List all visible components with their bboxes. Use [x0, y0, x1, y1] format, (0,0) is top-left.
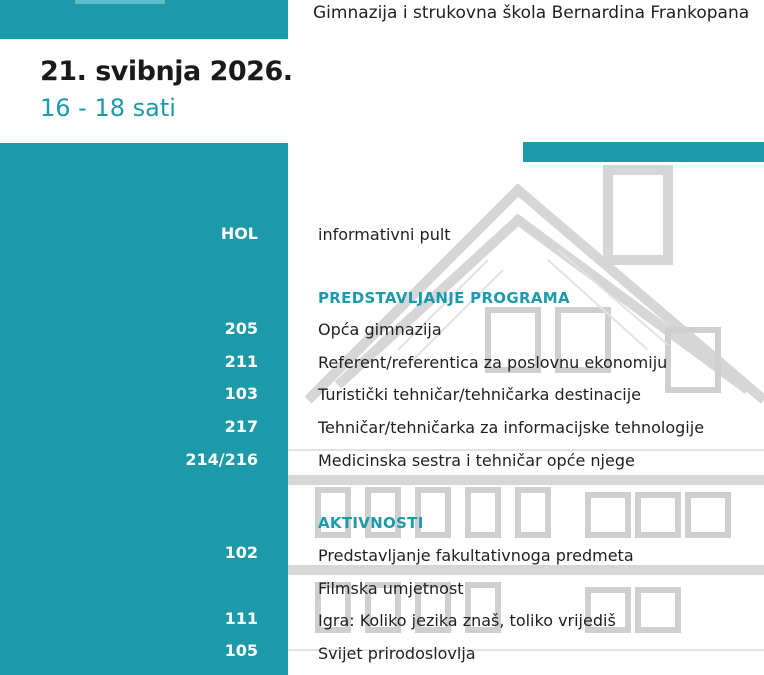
program-label: Turistički tehničar/tehničarka destinacije	[318, 385, 641, 404]
top-teal-block	[0, 0, 288, 39]
activity-label: Predstavljanje fakultativnoga predmeta	[318, 546, 634, 565]
program-label: Referent/referentica za poslovnu ekonomiju	[318, 353, 668, 372]
activities-heading: AKTIVNOSTI	[318, 514, 424, 532]
activity-label: Filmska umjetnost	[318, 579, 464, 598]
info-desk-label: informativni pult	[318, 225, 451, 244]
school-name: Gimnazija i strukovna škola Bernardina Frankopana	[313, 3, 750, 23]
activity-room: 111	[224, 609, 258, 628]
program-room: 217	[224, 417, 258, 436]
programs-heading: PREDSTAVLJANJE PROGRAMA	[318, 289, 570, 307]
room-hol: HOL	[220, 224, 258, 243]
event-date: 21. svibnja 2026.	[40, 56, 293, 87]
activity-label: Igra: Koliko jezika znaš, toliko vrijediš	[318, 611, 616, 630]
top-accent-line	[75, 0, 165, 4]
program-label: Opća gimnazija	[318, 320, 442, 339]
program-room: 103	[224, 384, 258, 403]
event-time: 16 - 18 sati	[40, 94, 176, 122]
program-room: 205	[224, 319, 258, 338]
program-room: 214/216	[185, 450, 258, 469]
program-room: 211	[224, 352, 258, 371]
program-label: Tehničar/tehničarka za informacijske tehnologije	[318, 418, 705, 437]
right-teal-bar	[523, 142, 764, 162]
activity-room: 105	[224, 641, 258, 660]
activity-label: Svijet prirodoslovlja	[318, 644, 476, 663]
left-teal-column	[0, 143, 288, 675]
program-label: Medicinska sestra i tehničar opće njege	[318, 451, 635, 470]
activity-room: 102	[224, 543, 258, 562]
